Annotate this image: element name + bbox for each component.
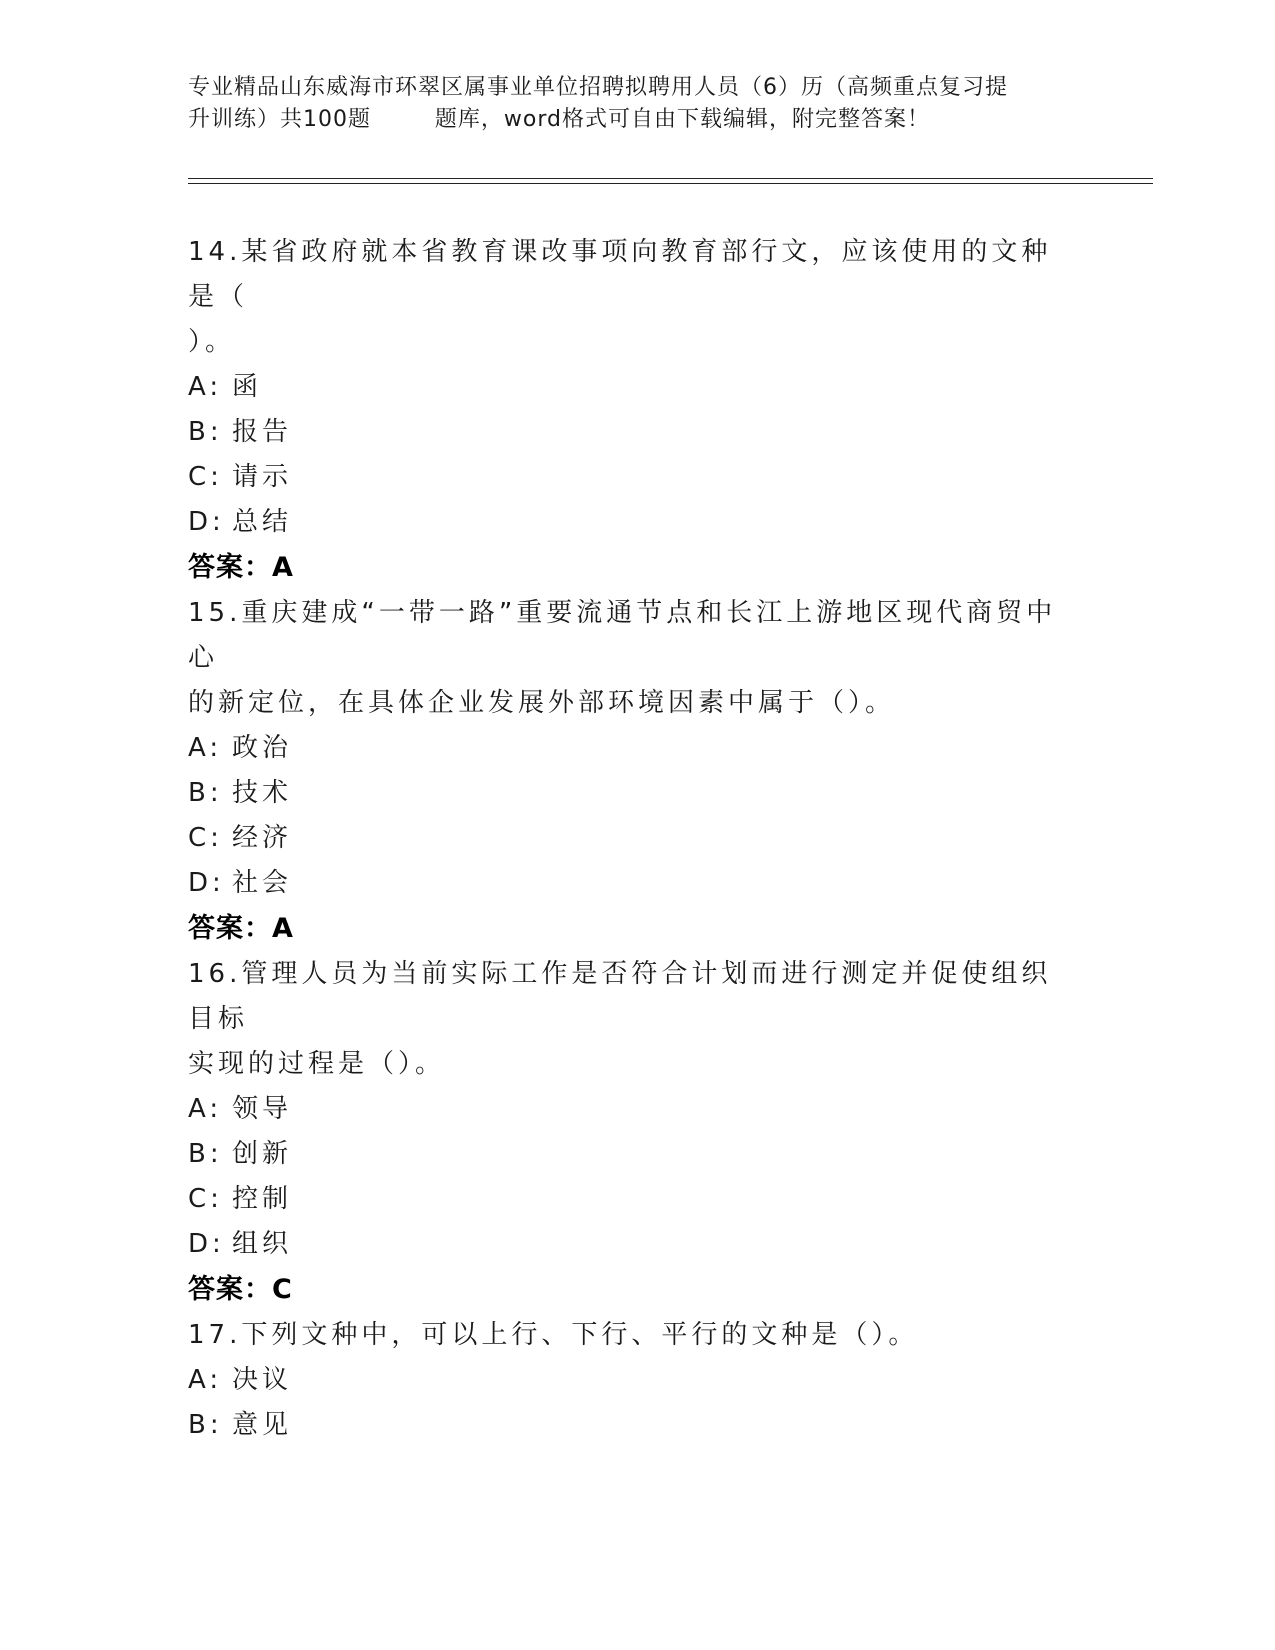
option-a — [188, 1087, 1068, 1132]
answer-line: 答案：C — [188, 1274, 293, 1305]
option-text: 报告 — [232, 417, 293, 447]
answer-line: 答案：A — [188, 913, 294, 944]
option-text: 政治 — [232, 733, 293, 763]
option-key: A: — [188, 372, 223, 402]
option-text: 经济 — [232, 823, 293, 853]
option-text: 意见 — [232, 1410, 293, 1440]
option-key: B: — [188, 1139, 223, 1169]
option-d — [188, 1222, 1068, 1267]
option-key: A: — [188, 733, 223, 763]
option-a — [188, 1358, 1068, 1403]
header-divider-bottom — [188, 183, 1153, 184]
question-stem-continued: ）。 — [188, 327, 236, 357]
option-b — [188, 1403, 1068, 1448]
option-text: 创新 — [232, 1139, 293, 1169]
question-17 — [188, 1313, 1068, 1448]
option-key: B: — [188, 778, 223, 808]
option-b — [188, 410, 1068, 455]
option-c — [188, 1177, 1068, 1222]
option-text: 函 — [232, 372, 263, 402]
answer-line: 答案：A — [188, 552, 294, 583]
option-key: D: — [188, 1229, 225, 1259]
option-b — [188, 1132, 1068, 1177]
option-key: D: — [188, 868, 225, 898]
option-c — [188, 455, 1068, 500]
option-text: 请示 — [232, 462, 293, 492]
question-stem-continued: 实现的过程是（）。 — [188, 1049, 446, 1079]
option-key: B: — [188, 417, 223, 447]
option-key: C: — [188, 1184, 223, 1214]
question-16 — [188, 952, 1068, 1312]
option-key: C: — [188, 462, 223, 492]
option-key: A: — [188, 1094, 223, 1124]
question-15 — [188, 591, 1068, 951]
question-stem: 16.管理人员为当前实际工作是否符合计划而进行测定并促使组织目标 — [188, 959, 1052, 1034]
option-d — [188, 500, 1068, 545]
header-line-1: 专业精品山东威海市环翠区属事业单位招聘拟聘用人员（6）历（高频重点复习提 — [188, 75, 1008, 100]
option-key: C: — [188, 823, 223, 853]
option-text: 领导 — [232, 1094, 293, 1124]
header-line-2: 升训练）共100题 题库，word格式可自由下载编辑，附完整答案！ — [188, 107, 931, 132]
option-text: 总结 — [232, 507, 293, 537]
option-text: 控制 — [232, 1184, 293, 1214]
option-text: 决议 — [232, 1365, 293, 1395]
option-c — [188, 816, 1068, 861]
option-d — [188, 861, 1068, 906]
option-b — [188, 771, 1068, 816]
option-key: B: — [188, 1410, 223, 1440]
option-text: 组织 — [232, 1229, 293, 1259]
option-a — [188, 726, 1068, 771]
question-stem: 15.重庆建成“一带一路”重要流通节点和长江上游地区现代商贸中心 — [188, 598, 1057, 673]
header-divider-top — [188, 178, 1153, 179]
question-14 — [188, 230, 1068, 590]
option-key: D: — [188, 507, 225, 537]
option-text: 社会 — [232, 868, 293, 898]
option-text: 技术 — [232, 778, 293, 808]
option-key: A: — [188, 1365, 223, 1395]
question-stem-continued: 的新定位，在具体企业发展外部环境因素中属于（）。 — [188, 688, 896, 718]
option-a — [188, 365, 1068, 410]
document-header — [188, 72, 1068, 136]
question-stem: 17.下列文种中，可以上行、下行、平行的文种是（）。 — [188, 1320, 919, 1350]
question-stem: 14.某省政府就本省教育课改事项向教育部行文，应该使用的文种是（ — [188, 237, 1052, 312]
